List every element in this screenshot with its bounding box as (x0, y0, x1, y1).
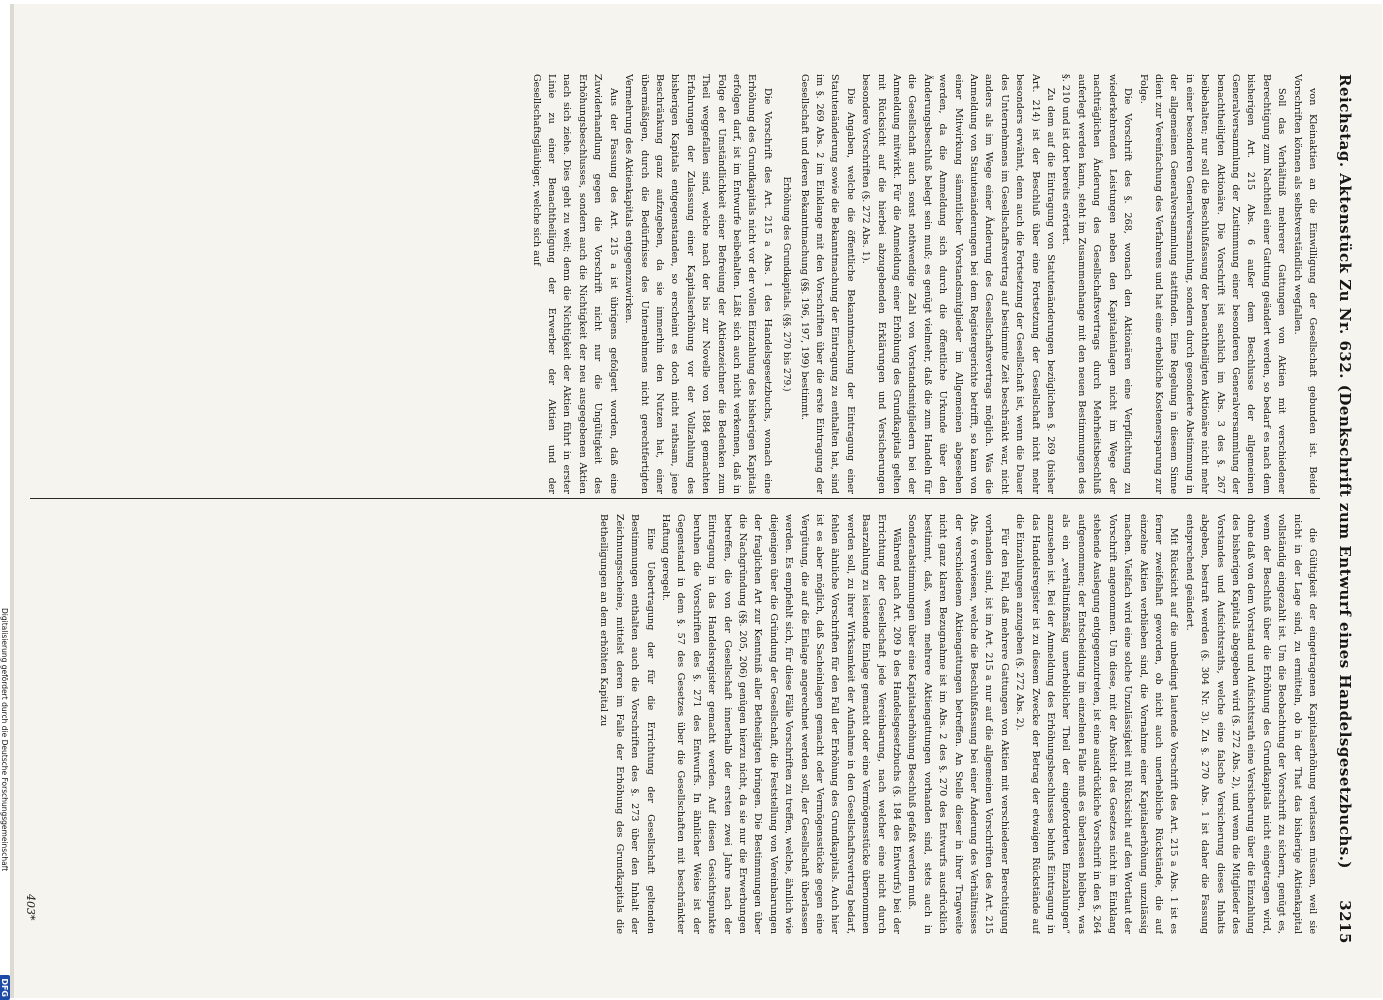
paragraph: Die Angaben, welche die öffentliche Bekanntmachung der Eintragung einer Statutenänderung sowie die Bekanntmachung der Eintragung zu enthalten hat, sind im §. 269 Abs. 2 im Einklange mit den Vorschriften über die erste Eintragung der Gesellschaft und deren Bekanntmachung (§§. 196, 197, 199) bestimmt. (798, 74, 856, 494)
column-divider (30, 498, 1320, 499)
paragraph: Aus der Fassung des Art. 215 a ist übrigens gefolgert worden, daß eine Zuwiderhandlung gegen die Vorschrift nicht nur die Ungültigkeit des Erhöhungsbeschlusses, sondern auch die Nichtigkeit der neu ausgegebenen Aktien nach sich ziehe. Dies geht zu weit; denn die Nichtigkeit der Aktien führt in erster Linie zu einer Benachtheiligung der Erwerber der Aktien und der Gesellschaftsgläubiger, welche sich auf (530, 74, 619, 494)
running-header (1330, 74, 1354, 944)
left-column (30, 74, 1320, 494)
paragraph: Die Vorschrift des Art. 215 a Abs. 1 des Handelsgesetzbuchs, wonach eine Erhöhung des Grundkapitals nicht vor der vollen Einzahlung des bisherigen Kapitals erfolgen darf, ist im Entwurfe beibehalten. Läßt sich auch nicht verkennen, daß in Folge der Umständlichkeit einer Befreiung der Aktienzeichner die Bedenken zum Theil weggefallen sind, welche nach der bis zur Novelle von 1884 gemachten Erfahrungen der Zulassung einer Kapitalserhöhung vor der Vollzahlung des bisherigen Kapitals entgegenstanden, so erscheint es doch nicht rathsam, jene Beschränkung ganz aufzugeben, da sie immerhin den Nutzen hat, einer übermäßigen, durch die Bedürfnisse des Unternehmens nicht gerechtfertigten Vermehrung des Aktienkapitals entgegenzuwirken. (623, 74, 773, 494)
scanned-page (10, 4, 1382, 998)
header-title: Reichstag. Aktenstück Zu Nr. 632. (Denkschrift zum Entwurf eines Handelsgesetzbuchs.) (1336, 74, 1354, 870)
paragraph: Während nach Art. 209 b des Handelsgesetzbuchs (§. 184 des Entwurfs) bei der Errichtung der Gesellschaft jede Vereinbarung, nach welcher eine nicht durch Baarzahlung zu leistende Einlage gemacht oder eine Vermögensstücke übernommen werden soll, zu ihrer Wirksamkeit der Aufnahme in den Gesellschaftsvertrag bedarf, fehlen ähnliche Vorschriften für den Fall der Erhöhung des Grundkapitals. Auch hier ist es aber möglich, daß Sacheinlagen gemacht oder Vermögensstücke gegen eine Vergütung, die auf die Einlage angerechnet werden soll, der Gesellschaft überlassen werden. Es empfiehlt sich, für diese Fälle Vorschriften zu treffen, welche, ähnlich wie diejenigen über die Gründung der Gesellschaft, die Feststellung von Vereinbarungen der fraglichen Art zur Kenntniß aller Betheiligten bringen. Die Bestimmungen über die Nachgründung (§§. 205, 206) genügen hierzu nicht, da sie nur die Erwerbungen betreffen, die von der Gesellschaft innerhalb der ersten zwei Jahre nach der Eintragung in das Handelsregister gemacht werden. Auf diesen Gesichtspunkte beruhen die Vorschriften des §. 271 des Entwurfs. In ähnlicher Weise ist der Gegenstand in dem §. 57 des Gesetzes über die Gesellschaften mit beschränkter Haftung geregelt. (659, 514, 903, 934)
paragraph: Für den Fall, daß mehrere Gattungen von Aktien mit verschiedener Berechtigung vorhanden sind, ist im Art. 215 a nur auf die allgemeinen Vorschriften des Art. 215 Abs. 6 verwiesen, welche die Beschlußfassung bei einer Änderung des Verhältnisses der verschiedenen Aktiengattungen betreffen. An Stelle dieser in ihrer Tragweite nicht ganz klaren Bezugnahme ist im Abs. 2 des §. 270 des Entwurfs ausdrücklich bestimmt, daß, wenn mehrere Aktiengattungen vorhanden sind, stets auch in Sonderabstimmungen über eine Kapitalserhöhung Beschluß gefaßt werden muß. (906, 514, 1010, 934)
section-heading: Erhöhung des Grundkapitals. (§§. 270 bis 279.) (781, 176, 792, 392)
dfg-logo: DFG (0, 975, 11, 1000)
paragraph: die Gültigkeit der eingetragenen Kapitalserhöhung verlassen müssen, weil sie nicht in der Lage sind, zu ermitteln, ob in der That das bisherige Aktienkapital vollständig eingezahlt ist. Um die Beobachtung der Vorschrift zu sichern, genügt es, wenn der Beschluß über die Erhöhung des Grundkapitals nicht eingetragen wird, ohne daß von dem Vorstand und Aufsichtsrath eine Versicherung über die Einzahlung des bisherigen Kapitals abgegeben wird (§. 272 Abs. 2), und wenn die Mitglieder des Vorstandes und Aufsichtsraths, welche eine falsche Versicherung dieses Inhalts abgeben, bestraft werden (§. 304 Nr. 3). Zu §. 270 Abs. 1 ist daher die Fassung entsprechend geändert. (1183, 514, 1318, 934)
paragraph: Soll das Verhältniß mehrerer Gattungen von Aktien mit verschiedener Berechtigung zum Nachtheil einer Gattung geändert werden, so bedarf es nach dem bisherigen Art. 215 Abs. 6 außer dem Beschlusse der allgemeinen Generalversammlung der Zustimmung einer besonderen Generalversammlung der benachtheiligten Aktionäre. Die Vorschrift ist sachlich im Abs. 3 des §. 267 beibehalten; nur soll die Beschlußfassung der benachtheiligten Aktionäre nicht mehr in einer besonderen Generalversammlung, sondern durch gesonderte Abstimmung in der allgemeinen Generalversammlung stattfinden. Eine Regelung in diesem Sinne dient zur Vereinfachung des Verfahrens und hat eine erhebliche Kostenersparung zur Folge. (1137, 74, 1288, 494)
paragraph: Zu dem auf die Eintragung von Statutenänderungen bezüglichen §. 269 (bisher Art. 214) ist der Beschluß über eine Fortsetzung der Gesellschaft nicht mehr besonders erwähnt, denn auch die Fortsetzung der Gesellschaft ist, wenn die Dauer des Unternehmens im Gesellschaftsvertrag auf bestimmte Zeit beschränkt war, nicht anders als im Wege einer Änderung des Gesellschaftsvertrags möglich. Was die Anmeldung von Statutenänderungen bei dem Registergerichte betrifft, so kann von einer Mitwirkung sämmtlicher Vorstandsmitglieder im Allgemeinen abgesehen werden, da die Anmeldung sich durch die öffentliche Urkunde über den Änderungsbeschluß belegt sein muß; es genügt vielmehr, daß die zum Handeln für die Gesellschaft auch sonst nothwendige Zahl von Vorstandsmitgliedern bei der Anmeldung mitwirkt. Für die Anmeldung einer Erhöhung des Grundkapitals gelten mit Rücksicht auf die hierbei abzugebenden Erklärungen und Versicherungen besondere Vorschriften (§. 272 Abs. 1). (860, 74, 1057, 494)
signature-mark: 403* (24, 894, 37, 921)
rotated-page-content (10, 4, 1382, 998)
digitization-note: Digitalisierung gefördert durch die Deutsche Forschungsgemeinschaft (0, 608, 10, 872)
paragraph: von Kleinaktien an die Einwilligung der Gesellschaft gebunden ist. Beide Vorschriften können als selbstverständlich wegfallen. (1291, 74, 1318, 494)
digitization-strip (0, 0, 10, 1000)
page-number: 3215 (1336, 900, 1354, 944)
paragraph: Die Vorschrift des §. 268, wonach den Aktionären eine Verpflichtung zu wiederkehrenden Leistungen neben den Kapitaleinlagen nicht im Wege der nachträglichen Änderung des Gesellschaftsvertrags durch Mehrheitsbeschluß auferlegt werden kann, steht im Zusammenhange mit den neuen Bestimmungen des §. 210 und ist dort bereits erörtert. (1060, 74, 1134, 494)
paragraph: Mit Rücksicht auf die unbedingt lautende Vorschrift des Art. 215 a Abs. 1 ist es ferner zweifelhaft geworden, ob nicht auch unerhebliche Rückstände, die auf einzelne Aktien verblieben sind, die Vornahme einer Kapitalserhöhung unzulässig machen. Vielfach wird eine solche Unzulässigkeit mit Rücksicht auf den Wortlaut der Vorschrift angenommen. Um diese, mit der Absicht des Gesetzes nicht im Einklang stehende Auslegung entgegenzutreten, ist eine ausdrückliche Vorschrift in den §. 264 aufgenommen; der Entscheidung im einzelnen Falle muß es überlassen bleiben, was als ein „verhältnißmäßig unerheblicher Theil der eingeforderten Einzahlungen“ anzusehen ist. Bei der Anmeldung des Erhöhungsbeschlusses behufs Eintragung in das Handelsregister ist zu diesem Zwecke der Betrag der etwaigen Rückstände auf die Einzahlungen anzugeben (§. 272 Abs. 2). (1014, 514, 1180, 934)
right-column (30, 514, 1320, 934)
paragraph: Eine Uebertragung der für die Errichtung der Gesellschaft geltenden Bestimmungen enthalten auch die Vorschriften des §. 273 über den Inhalt der Zeichnungsscheine, mittelst deren im Falle der Erhöhung des Grundkapitals die Betheiligungen an dem erhöhten Kapital zu (598, 514, 656, 934)
